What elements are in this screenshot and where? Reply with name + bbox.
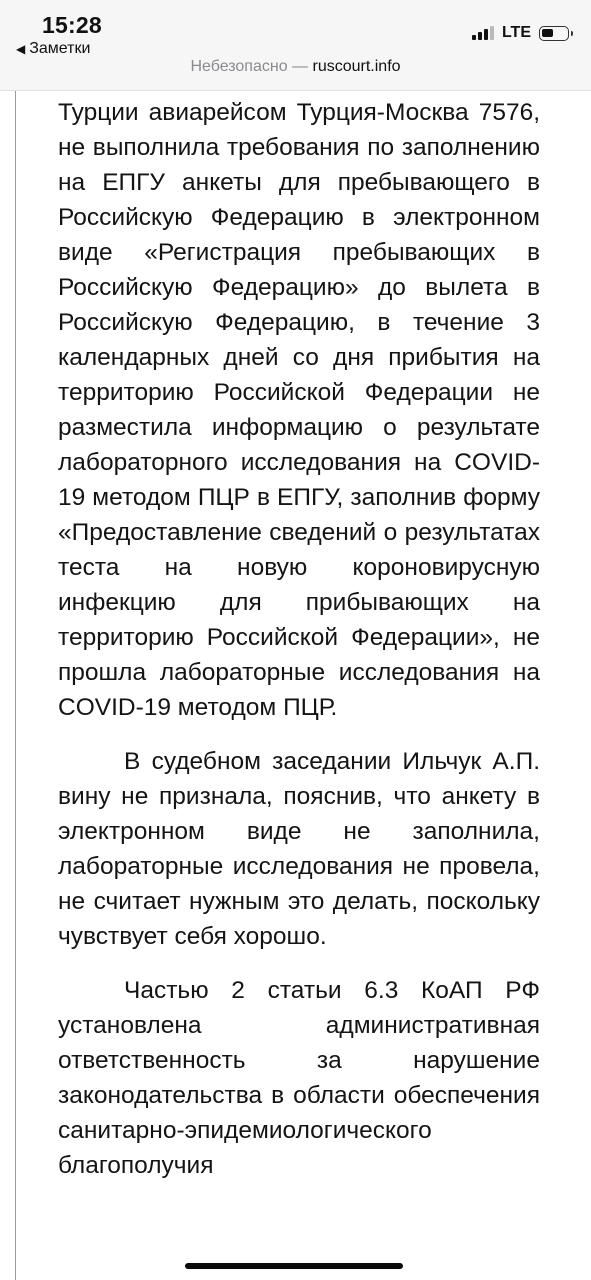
- back-label: Заметки: [29, 40, 91, 57]
- status-indicators: [472, 24, 569, 42]
- page-content[interactable]: [0, 91, 591, 1280]
- security-warning: Небезопасно —: [190, 58, 309, 75]
- page-edge-divider: [15, 91, 16, 1280]
- address-bar[interactable]: [0, 58, 591, 76]
- browser-top-bar: [0, 0, 591, 91]
- network-type: LTE: [501, 24, 531, 41]
- paragraph-1: Турции авиарейсом Турция-Москва 7576, не выполнила требования по заполнению на ЕПГУ анкеты для пребывающего в Российскую Федерацию в электронном виде «Регистрация пребывающих в Российскую Федерацию» до вылета в Российскую Федерацию, в течение 3 календарных дней со дня прибытия на территорию Российской Федерации не разместила информацию о результате лабораторного исследования на COVID-19 методом ПЦР в ЕПГУ, заполнив форму «Предоставление сведений о результатах теста на новую короновирусную инфекцию для прибывающих на территорию Российской Федерации», не прошла лабораторные исследования на COVID-19 методом ПЦР.: [58, 99, 540, 721]
- cellular-signal-icon: [472, 26, 494, 40]
- paragraph-3: Частью 2 статьи 6.3 КоАП РФ установлена административная ответственность за нарушение законодательства в области обеспечения санитарно-эпидемиологического благополучия: [58, 977, 540, 1179]
- paragraph-2: В судебном заседании Ильчук А.П. вину не признала, пояснив, что анкету в электронном виде не заполнила, лабораторные исследования не провела, не считает нужным это делать, поскольку чувствует себя хорошо.: [58, 748, 540, 950]
- home-indicator[interactable]: [185, 1263, 403, 1269]
- battery-icon: [539, 26, 569, 41]
- back-triangle-icon: ◀: [16, 42, 26, 56]
- back-to-notes-button[interactable]: [16, 40, 90, 58]
- page-domain: ruscourt.info: [312, 58, 401, 75]
- status-time: 15:28: [42, 12, 102, 38]
- document-text: [58, 95, 540, 1183]
